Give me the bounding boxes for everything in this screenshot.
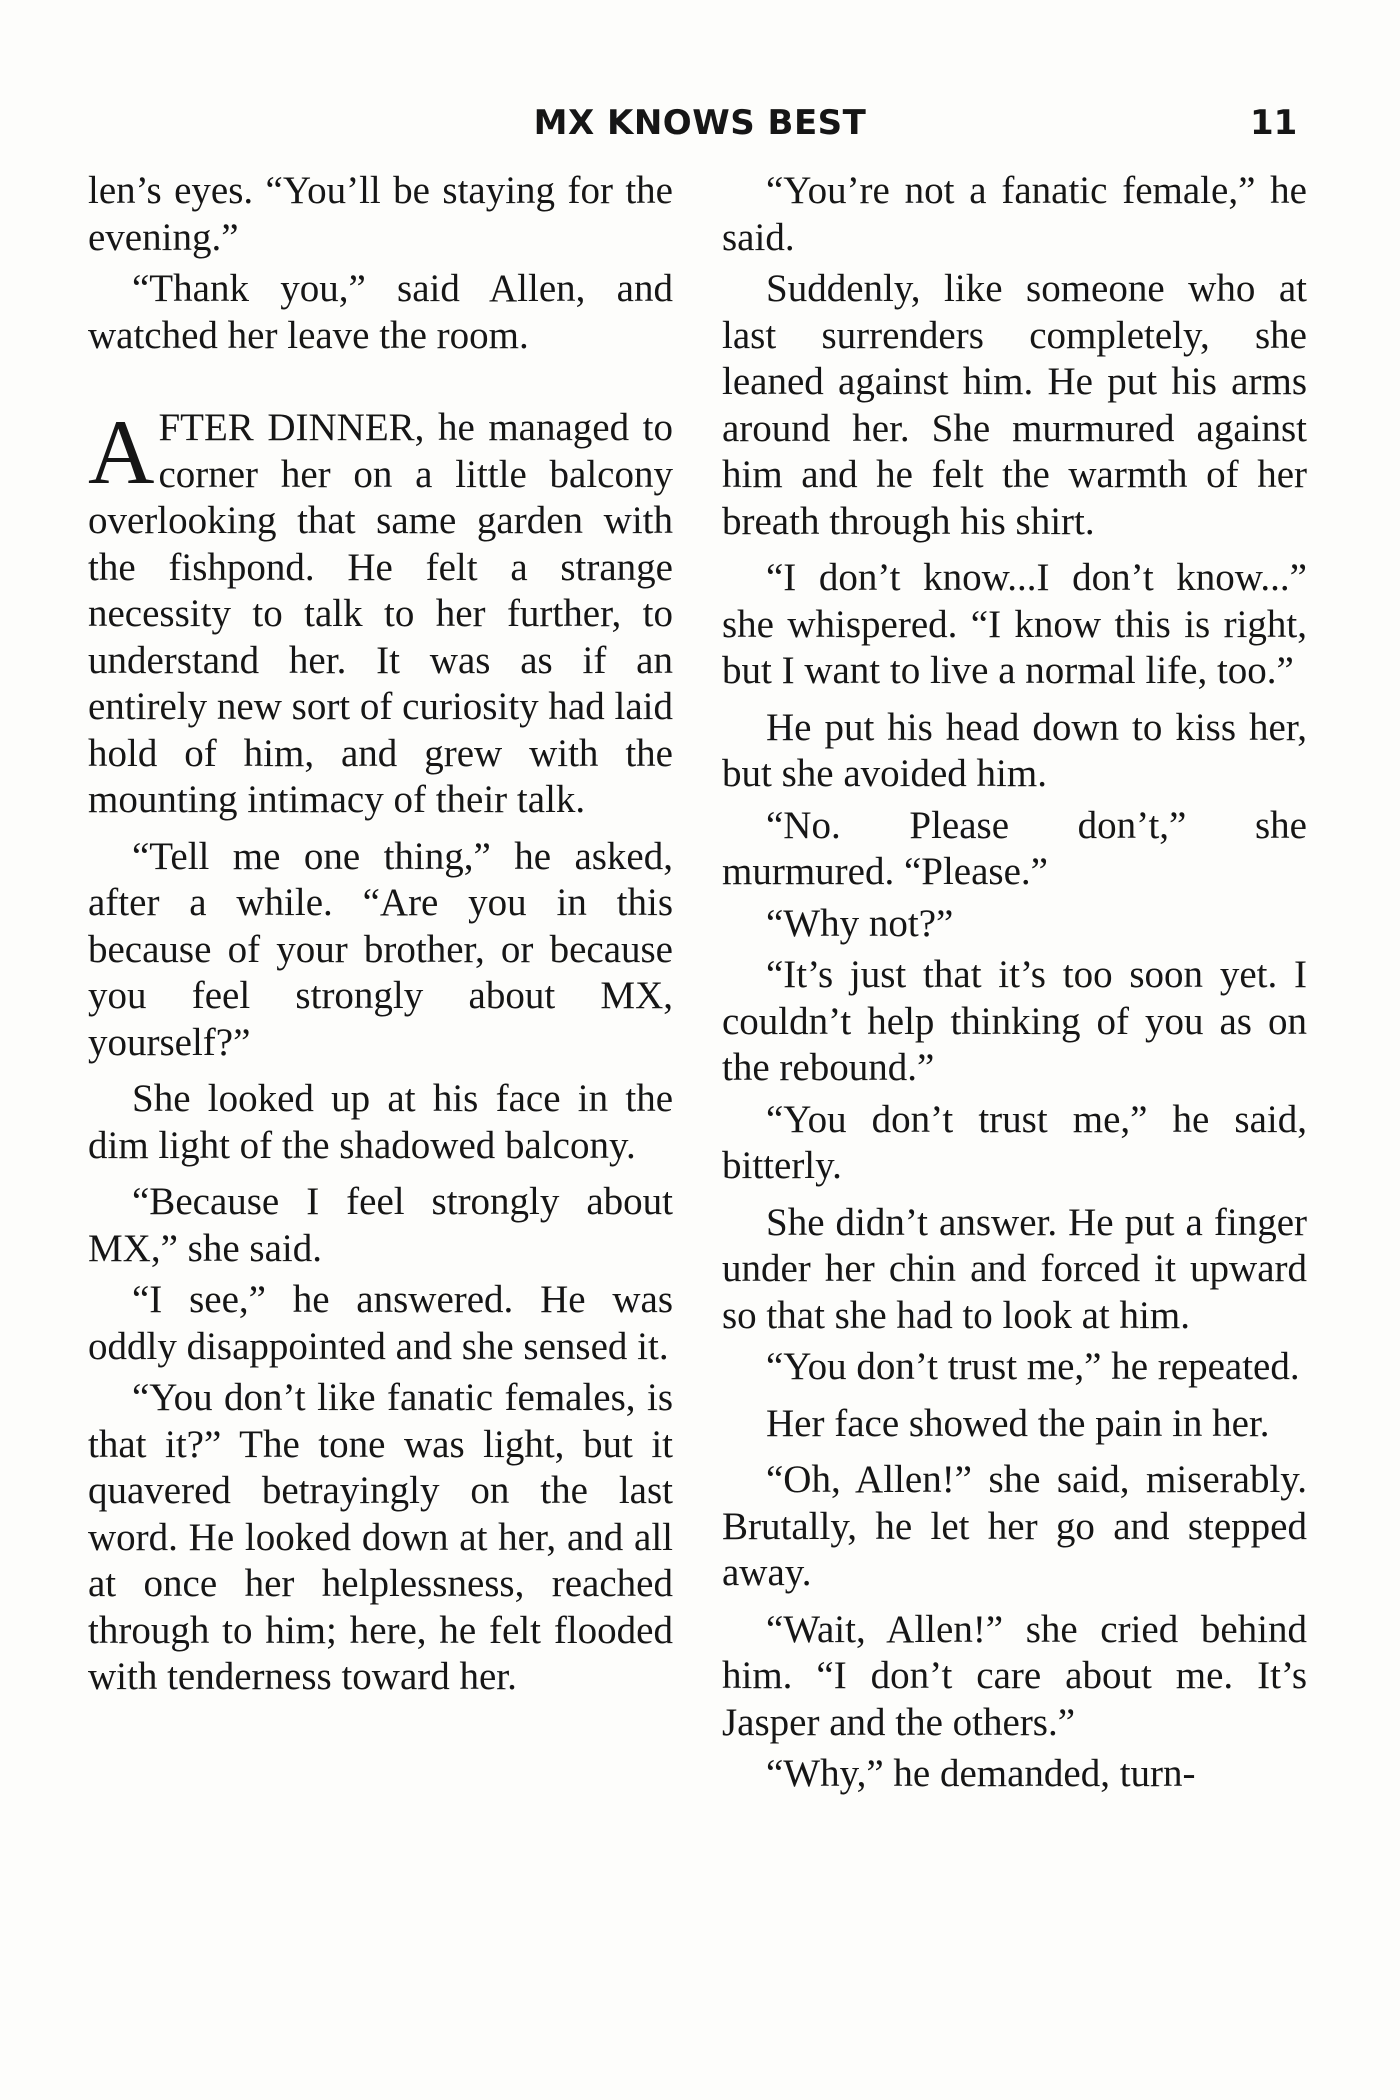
drop-cap: A	[88, 401, 155, 503]
paragraph: Her face showed the pain in her.	[766, 1401, 1270, 1445]
paragraph: “Because I feel strongly about MX,” she said.	[88, 1180, 673, 1270]
section-start-paragraph	[88, 401, 673, 824]
paragraph: “Thank you,” said Allen, and watched her leave the room.	[88, 267, 673, 357]
left-column	[88, 168, 673, 1706]
paragraph: “You’re not a fanatic female,” he said.	[722, 169, 1307, 259]
paragraph: “Why not?”	[766, 901, 954, 945]
paragraph: “I don’t know...I don’t know...” she whispered. “I know this is right, but I want to live a normal life, too.”	[722, 556, 1307, 692]
paragraph: “You don’t trust me,” he repeated.	[766, 1345, 1300, 1388]
running-title: MX KNOWS BEST	[533, 103, 867, 143]
paragraph: “I see,” he answered. He was oddly disappointed and she sensed it.	[88, 1278, 673, 1368]
paragraph-text: FTER DINNER, he managed to corner her on a little balcony overlooking that same garden with the fishpond. He felt a strange necessity to talk to her further, to understand her. It was as if an entirely new sort of curiosity had laid hold of him, and grew with the mounting intimacy of their talk.	[88, 406, 673, 821]
paragraph: “Wait, Allen!” she cried behind him. “I don’t care about me. It’s Jasper and the others.”	[722, 1607, 1307, 1744]
paragraph: “It’s just that it’s too soon yet. I couldn’t help thinking of you as on the rebound.”	[722, 953, 1307, 1089]
paragraph: “Tell me one thing,” he asked, after a while. “Are you in this because of your brother, or because you feel strongly about MX, yourself?”	[88, 834, 673, 1064]
right-column	[722, 168, 1307, 1803]
paragraph: “You don’t trust me,” he said, bitterly.	[722, 1097, 1307, 1187]
paragraph: “No. Please don’t,” she murmured. “Please.”	[722, 803, 1307, 893]
paragraph: She looked up at his face in the dim light of the shadowed balcony.	[88, 1077, 673, 1167]
paragraph: len’s eyes. “You’ll be staying for the evening.”	[88, 169, 673, 259]
paragraph: “Why,” he demanded, turn-	[766, 1752, 1196, 1795]
paragraph: She didn’t answer. He put a finger under her chin and forced it upward so that she had to look at him.	[722, 1200, 1307, 1337]
paragraph: He put his head down to kiss her, but she avoided him.	[722, 705, 1307, 795]
running-header	[0, 98, 1400, 148]
page-number: 11	[1250, 103, 1298, 143]
paragraph: “You don’t like fanatic females, is that it?” The tone was light, but it quavered betrayingly on the last word. He looked down at her, and all at once her helplessness, reached through to him; here, he felt flooded with tenderness toward her.	[88, 1376, 673, 1698]
paragraph: “Oh, Allen!” she said, miserably. Brutally, he let her go and stepped away.	[722, 1458, 1307, 1594]
paragraph: Suddenly, like someone who at last surrenders completely, she leaned against him. He put his arms around her. She murmured against him and he felt the warmth of her breath through his shirt.	[722, 267, 1307, 543]
